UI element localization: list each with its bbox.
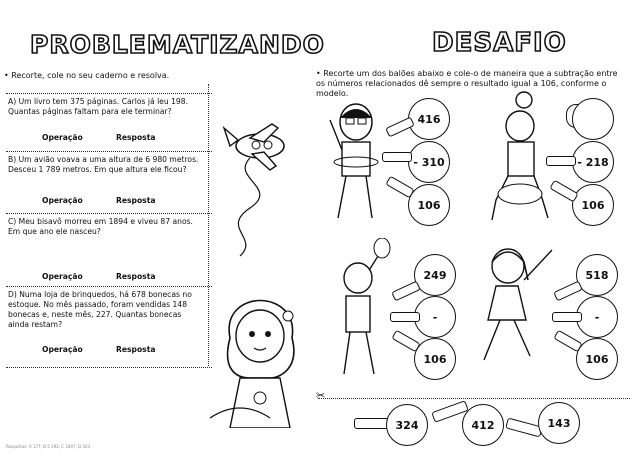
cutout-3-circle[interactable]: 143	[538, 402, 580, 444]
set3-top-stick	[391, 281, 421, 302]
airplane-illustration	[220, 118, 300, 258]
set2-middle-stick	[546, 156, 576, 166]
question-b-box	[6, 151, 212, 214]
set1-middle-stick	[382, 152, 412, 162]
set1-bottom-stick	[385, 176, 414, 199]
scissors-icon: ✂	[316, 389, 326, 402]
set2-bottom-circle: 106	[572, 184, 614, 226]
question-b-operation-label: Operação	[42, 196, 83, 205]
cutout-2-circle[interactable]: 412	[462, 404, 504, 446]
right-page-title: DESAFIO	[432, 28, 567, 58]
question-d-operation-label: Operação	[42, 345, 83, 354]
set4-middle-circle[interactable]: -	[576, 296, 618, 338]
set1-top-stick	[385, 117, 415, 138]
question-c-operation-label: Operação	[42, 272, 83, 281]
set4-top-circle: 518	[576, 254, 618, 296]
question-a-text: A) Um livro tem 375 páginas. Carlos já leu 198. Quantas páginas faltam para ele terminar?	[8, 97, 188, 116]
boy-illustration-1	[328, 100, 384, 228]
question-c-box	[6, 213, 212, 287]
set3-bottom-stick	[391, 330, 420, 353]
set1-bottom-circle: 106	[408, 184, 450, 226]
set2-top-circle[interactable]	[572, 98, 614, 140]
question-c-answer-label: Resposta	[116, 272, 156, 281]
cutout-line	[318, 398, 630, 399]
set1-middle-circle: - 310	[408, 141, 450, 183]
set3-bottom-circle: 106	[414, 338, 456, 380]
left-page-title: PROBLEMATIZANDO	[30, 30, 325, 59]
question-b-answer-label: Resposta	[116, 196, 156, 205]
set1-top-circle: 416	[408, 98, 450, 140]
left-instruction: • Recorte, cole no seu caderno e resolva.	[4, 71, 170, 80]
cutout-1-circle[interactable]: 324	[386, 404, 428, 446]
cutout-1-stick	[354, 418, 390, 429]
answers-footer: Respostas: A 177; B 5 191; C 1807; D 303	[6, 444, 91, 449]
question-c-text: C) Meu bisavô morreu em 1894 e viveu 87 anos. Em que ano ele nasceu?	[8, 217, 193, 236]
set2-middle-circle: - 218	[572, 141, 614, 183]
cut-line	[208, 84, 209, 366]
set4-bottom-circle: 106	[576, 338, 618, 380]
boy-illustration-2	[488, 90, 554, 228]
question-b-text: B) Um avião voava a uma altura de 6 980 metros. Desceu 1 789 metros. Em que altura ele ficou?	[8, 155, 199, 174]
question-d-box	[6, 286, 212, 368]
set3-middle-circle[interactable]: -	[414, 296, 456, 338]
question-a-operation-label: Operação	[42, 133, 83, 142]
girl-illustration	[210, 278, 310, 428]
question-d-answer-label: Resposta	[116, 345, 156, 354]
boy-illustration-3	[334, 238, 394, 378]
question-a-answer-label: Resposta	[116, 133, 156, 142]
question-d-text: D) Numa loja de brinquedos, há 678 bonecas no estoque. No mês passado, foram vendidas 148 bonecas e, neste mês, 227. Quantas bonecas ainda restam?	[8, 290, 192, 329]
set3-middle-stick	[390, 312, 420, 322]
set3-top-circle: 249	[414, 254, 456, 296]
set4-middle-stick	[552, 312, 582, 322]
right-instruction: • Recorte um dos balões abaixo e cole-o de maneira que a subtração entre os números relacionados dê sempre o resultado igual a 106, conforme o modelo.	[316, 69, 618, 98]
question-a-box	[6, 93, 212, 152]
girl-illustration-2	[478, 240, 558, 370]
